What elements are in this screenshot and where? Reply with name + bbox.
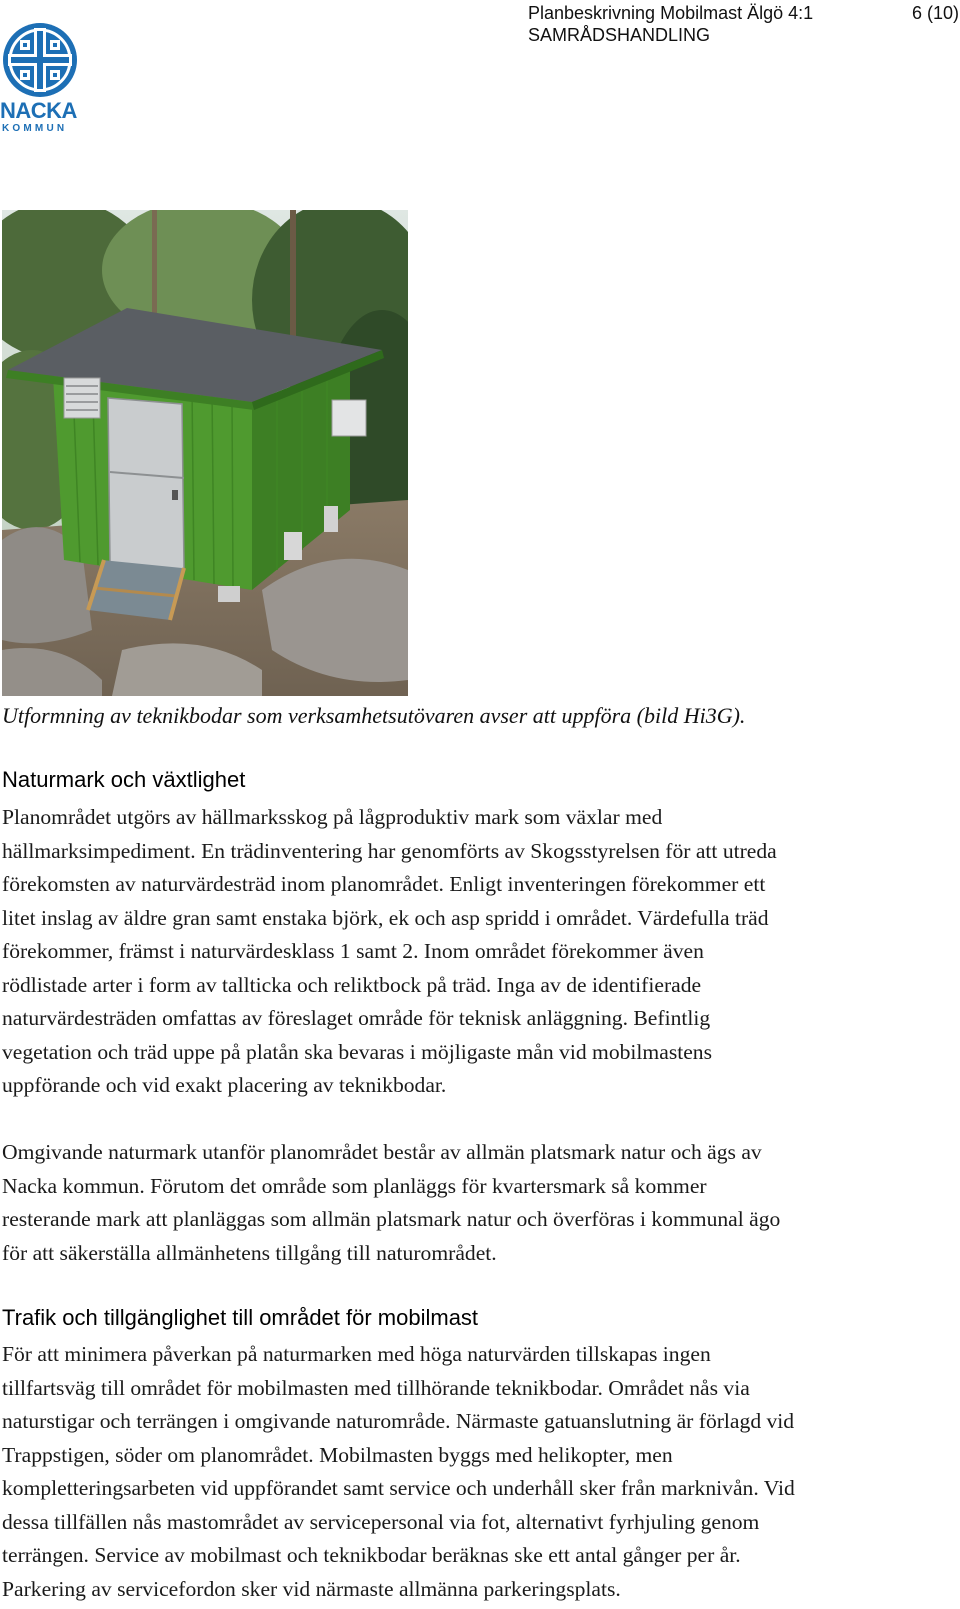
- nature-paragraph-1: [2, 801, 957, 1103]
- logo-name: NACKA: [0, 98, 77, 123]
- text-line: resterande mark att planläggas som allmän platsmark natur och överföras i kommunal ägo: [2, 1207, 781, 1231]
- logo-subtitle: KOMMUN: [2, 123, 68, 134]
- text-line: kompletteringsarbeten vid uppförandet samt service och underhåll sker från marknivån. Vid: [2, 1476, 795, 1500]
- text-line: hällmarksimpediment. En trädinventering har genomförts av Skogsstyrelsen för att utreda: [2, 838, 777, 863]
- text-line: Trappstigen, söder om planområdet. Mobilmasten byggs med helikopter, men: [2, 1442, 673, 1467]
- nature-paragraph-2: [2, 1136, 957, 1270]
- text-line: Nacka kommun. Förutom det område som planläggs för kvartersmark så kommer: [2, 1173, 707, 1198]
- text-line: vegetation och träd uppe på platån ska bevaras i möjligaste mån vid mobilmastens: [2, 1039, 712, 1064]
- text-line: Omgivande naturmark utanför planområdet består av allmän platsmark natur och ägs av: [2, 1140, 762, 1164]
- document-title: Planbeskrivning Mobilmast Älgö 4:1: [528, 3, 814, 23]
- text-line: uppförande och vid exakt placering av teknikbodar.: [2, 1073, 447, 1097]
- traffic-paragraph-1: [2, 1338, 957, 1606]
- text-line: För att minimera påverkan på naturmarken med höga naturvärden tillskapas ingen: [2, 1342, 711, 1366]
- text-line: litet inslag av äldre gran samt enstaka björk, ek och asp spridd i området. Värdefulla träd: [2, 905, 769, 930]
- nacka-kommun-logo: [0, 22, 80, 132]
- text-line: dessa tillfällen nås mastområdet av servicepersonal via fot, alternativt fyrhjuling genom: [2, 1509, 760, 1534]
- photo-technical-shed: [2, 210, 408, 696]
- nacka-kommun-logo-icon: [0, 22, 80, 100]
- text-line: Parkering av servicefordon sker vid närmaste allmänna parkeringsplats.: [2, 1576, 621, 1601]
- text-line: naturvärdesträden omfattas av föreslaget område för teknisk anläggning. Befintlig: [2, 1006, 711, 1030]
- text-line: förekomsten av naturvärdesträd inom planområdet. Enligt inventeringen förekommer ett: [2, 872, 766, 896]
- text-line: tillfartsväg till området för mobilmasten med tillhörande teknikbodar. Området nås via: [2, 1375, 750, 1400]
- text-line: för att säkerställa allmänhetens tillgång till naturområdet.: [2, 1240, 497, 1265]
- document-status: SAMRÅDSHANDLING: [528, 25, 711, 45]
- figure-photo: [2, 210, 408, 696]
- section-heading-nature: Naturmark och växtlighet: [2, 767, 246, 792]
- text-line: naturstigar och terrängen i omgivande naturområde. Närmaste gatuanslutning är förlagd vid: [2, 1409, 795, 1433]
- text-line: Planområdet utgörs av hällmarksskog på lågproduktiv mark som växlar med: [2, 805, 663, 829]
- text-line: förekommer, främst i naturvärdesklass 1 samt 2. Inom området förekommer även: [2, 939, 704, 963]
- text-line: terrängen. Service av mobilmast och teknikbodar beräknas ske ett antal gånger per år.: [2, 1543, 741, 1567]
- page-number: 6 (10): [912, 3, 960, 23]
- figure-caption: Utformning av teknikbodar som verksamhetsutövaren avser att uppföra (bild Hi3G).: [2, 703, 746, 728]
- text-line: rödlistade arter i form av tallticka och reliktbock på träd. Inga av de identifierade: [2, 972, 702, 997]
- section-heading-traffic: Trafik och tillgänglighet till området för mobilmast: [2, 1305, 479, 1330]
